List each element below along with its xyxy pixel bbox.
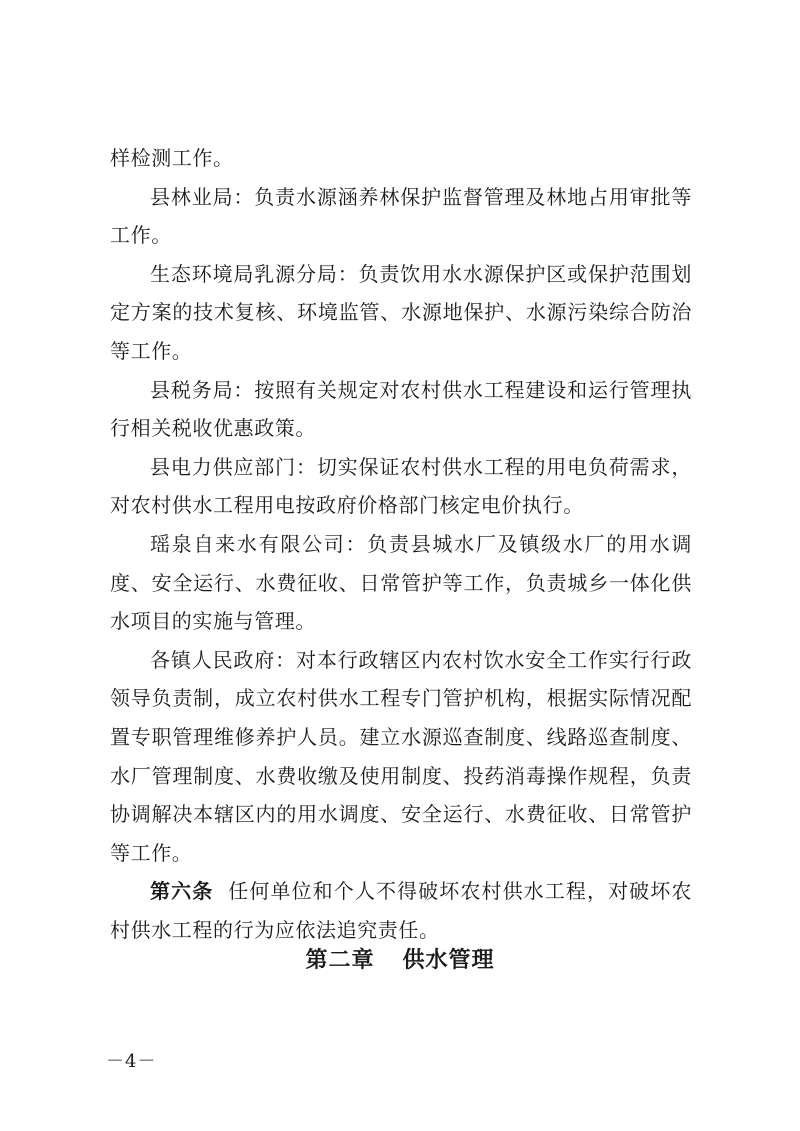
paragraph-article-six — [110, 872, 692, 949]
paragraph-continuation: 样检测工作。 — [110, 146, 234, 170]
article-label: 第六条 — [150, 879, 214, 904]
paragraph-tax-bureau: 县税务局：按照有关规定对农村供水工程建设和运行管理执行相关税收优惠政策。 — [110, 377, 692, 441]
paragraph-ecology-environment: 生态环境局乳源分局：负责饮用水水源保护区或保护范围划定方案的技术复核、环境监管、水源地保护、水源污染综合防治等工作。 — [110, 261, 692, 363]
page-number: －4－ — [106, 1051, 157, 1072]
chapter-number: 第二章 — [305, 947, 375, 973]
paragraph-water-company: 瑶泉自来水有限公司：负责县城水厂及镇级水厂的用水调度、安全运行、水费征收、日常管护等工作，负责城乡一体化供水项目的实施与管理。 — [110, 531, 692, 634]
chapter-heading — [0, 941, 800, 979]
article-text: 任何单位和个人不得破坏农村供水工程，对破坏农村供水工程的行为应依法追究责任。 — [110, 879, 692, 942]
paragraph-power-supply: 县电力供应部门：切实保证农村供水工程的用电负荷需求，对农村供水工程用电按政府价格部门核定电价执行。 — [110, 454, 692, 518]
body-text — [110, 139, 692, 949]
paragraph-forestry-bureau: 县林业局：负责水源涵养林保护监督管理及林地占用审批等工作。 — [110, 184, 692, 248]
paragraph-town-governments: 各镇人民政府：对本行政辖区内农村饮水安全工作实行行政领导负责制，成立农村供水工程专门管护机构，根据实际情况配置专职管理维修养护人员。建立水源巡查制度、线路巡查制度、水厂管理制度、水费收缴及使用制度、投药消毒操作规程，负责协调解决本辖区内的用水调度、安全运行、水费征收、日常管护等工作。 — [110, 647, 692, 865]
chapter-title-text: 供水管理 — [402, 947, 495, 973]
